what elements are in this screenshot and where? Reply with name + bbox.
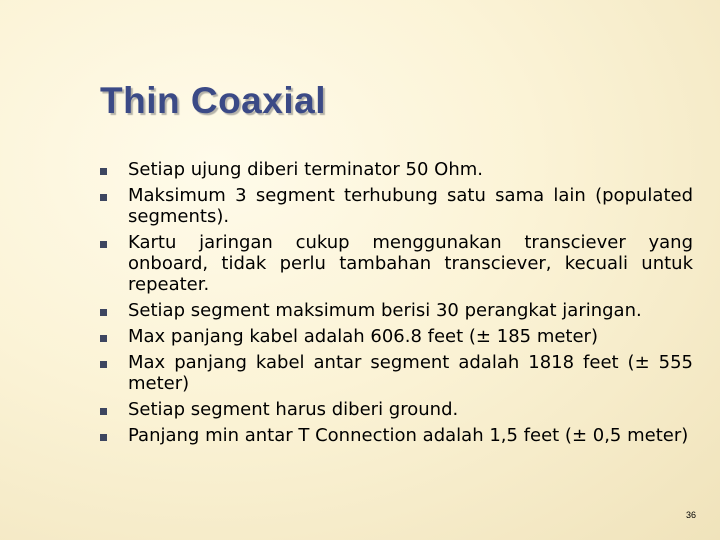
square-bullet-icon bbox=[100, 335, 107, 342]
square-bullet-icon bbox=[100, 168, 107, 175]
bullet-item bbox=[100, 352, 693, 394]
square-bullet-icon bbox=[100, 241, 107, 248]
square-bullet-icon bbox=[100, 434, 107, 441]
bullet-item bbox=[100, 232, 693, 295]
square-bullet-icon bbox=[100, 194, 107, 201]
bullet-item bbox=[100, 399, 693, 420]
square-bullet-icon bbox=[100, 361, 107, 368]
bullet-list bbox=[100, 159, 693, 451]
square-bullet-icon bbox=[100, 408, 107, 415]
bullet-text: Maksimum 3 segment terhubung satu sama lain (populated segments). bbox=[128, 185, 693, 227]
bullet-item bbox=[100, 185, 693, 227]
bullet-text: Panjang min antar T Connection adalah 1,5 feet (± 0,5 meter) bbox=[128, 425, 689, 446]
bullet-item bbox=[100, 300, 693, 321]
bullet-text: Kartu jaringan cukup menggunakan transciever yang onboard, tidak perlu tambahan transciever, kecuali untuk repeater. bbox=[128, 232, 693, 295]
page-number: 36 bbox=[685, 510, 696, 520]
bullet-item bbox=[100, 326, 693, 347]
bullet-item bbox=[100, 159, 693, 180]
bullet-text: Setiap segment harus diberi ground. bbox=[128, 399, 459, 420]
bullet-text: Max panjang kabel adalah 606.8 feet (± 185 meter) bbox=[128, 326, 598, 347]
bullet-text: Max panjang kabel antar segment adalah 1818 feet (± 555 meter) bbox=[128, 352, 693, 394]
square-bullet-icon bbox=[100, 309, 107, 316]
bullet-text: Setiap ujung diberi terminator 50 Ohm. bbox=[128, 159, 483, 180]
slide-title: Thin Coaxial bbox=[100, 80, 326, 121]
bullet-text: Setiap segment maksimum berisi 30 perangkat jaringan. bbox=[128, 300, 642, 321]
bullet-item bbox=[100, 425, 693, 446]
